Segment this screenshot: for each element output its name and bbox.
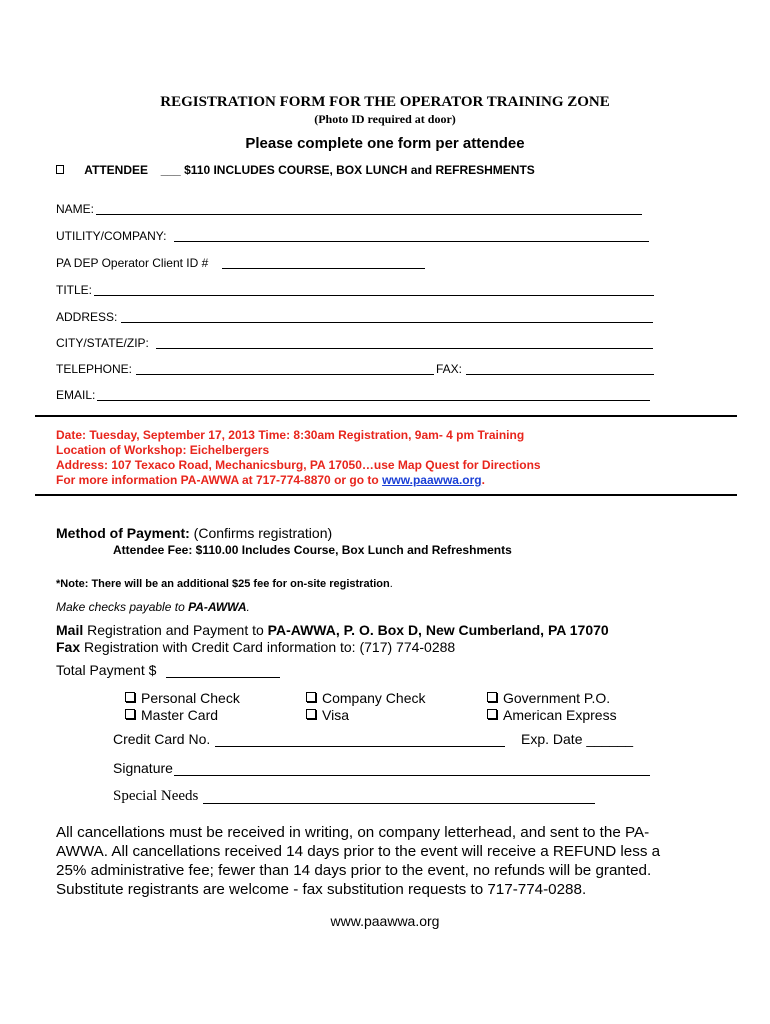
attendee-description: $110 INCLUDES COURSE, BOX LUNCH and REFRESHMENTS (184, 163, 535, 177)
form-title: REGISTRATION FORM FOR THE OPERATOR TRAINING ZONE (160, 94, 610, 110)
mail-address: PA-AWWA, P. O. Box D, New Cumberland, PA 17070 (267, 622, 609, 638)
website-link[interactable]: www.paawwa.org (382, 473, 482, 487)
attendee-label: ATTENDEE (84, 163, 149, 177)
client-id-field[interactable] (222, 268, 425, 269)
mail-word: Mail (56, 622, 84, 638)
signature-field[interactable] (174, 775, 650, 776)
payment-method-label: Method of Payment: (56, 525, 190, 541)
option-government-po[interactable] (487, 690, 610, 706)
attendee-row (56, 163, 535, 177)
government-po-checkbox[interactable] (487, 692, 497, 702)
option-personal-check[interactable] (125, 690, 240, 706)
email-field[interactable] (97, 400, 650, 401)
bottom-divider (35, 494, 737, 496)
name-label: NAME: (56, 202, 95, 216)
fax-label: FAX: (436, 362, 463, 376)
city-label: CITY/STATE/ZIP: (56, 336, 149, 350)
option-american-express[interactable] (487, 707, 617, 723)
company-field[interactable] (174, 241, 649, 242)
event-info-period: . (481, 473, 485, 487)
exp-date-field[interactable]: ______ (586, 731, 634, 747)
telephone-field[interactable] (136, 374, 434, 375)
event-address: Address: 107 Texaco Road, Mechanicsburg, PA 17050…use Map Quest for Directions (56, 458, 541, 472)
special-needs-label: Special Needs (113, 788, 199, 804)
top-divider (35, 415, 737, 417)
total-payment-label: Total Payment $ (56, 662, 157, 678)
option-visa[interactable] (306, 707, 349, 723)
address-field[interactable] (121, 322, 653, 323)
credit-card-label: Credit Card No. (113, 731, 211, 747)
checks-payee: PA-AWWA (188, 600, 247, 614)
personal-check-label: Personal Check (141, 690, 240, 706)
checks-prefix: Make checks payable to (56, 600, 189, 614)
event-info-text: For more information PA-AWWA at 717-774-8870 or go to (56, 473, 383, 487)
payment-method (56, 525, 332, 541)
name-field[interactable] (96, 214, 642, 215)
visa-label: Visa (322, 707, 349, 723)
fax-text: Registration with Credit Card information to: (717) 774-0288 (80, 639, 456, 655)
title-label: TITLE: (56, 283, 93, 297)
credit-card-field[interactable] (215, 746, 505, 747)
email-label: EMAIL: (56, 388, 96, 402)
master-card-label: Master Card (141, 707, 219, 723)
cancellation-policy: All cancellations must be received in writing, on company letterhead, and sent to the PA-AWWA. All cancellations received 14 days prior to the event will receive a REFUND less a 25% administrative fee; fewer than 14 days prior to the event, no refunds will be granted. Substitute registrants are welcome - fax substitution requests to 717-774-0288. (56, 824, 661, 898)
attendee-count-blank[interactable]: ___ (160, 163, 181, 177)
address-label: ADDRESS: (56, 310, 118, 324)
onsite-note-period: . (389, 578, 393, 590)
attendee-checkbox[interactable] (56, 165, 64, 174)
fax-line (56, 639, 455, 655)
city-field[interactable] (156, 348, 653, 349)
option-master-card[interactable] (125, 707, 218, 723)
exp-date (521, 731, 633, 747)
checks-payable (56, 600, 250, 614)
american-express-label: American Express (503, 707, 617, 723)
payment-method-note: (Confirms registration) (189, 525, 333, 541)
event-info (56, 473, 485, 487)
american-express-checkbox[interactable] (487, 709, 497, 719)
mail-line (56, 622, 609, 638)
telephone-label: TELEPHONE: (56, 362, 133, 376)
mail-text: Registration and Payment to (83, 622, 268, 638)
footer-website[interactable]: www.paawwa.org (330, 913, 440, 929)
total-payment-field[interactable] (166, 677, 280, 678)
form-subtitle: (Photo ID required at door) (314, 112, 456, 126)
signature-label: Signature (113, 760, 173, 776)
attendee-fee: Attendee Fee: $110.00 Includes Course, Box Lunch and Refreshments (113, 543, 512, 557)
government-po-label: Government P.O. (503, 690, 611, 706)
onsite-note-text: *Note: There will be an additional $25 fee for on-site registration (56, 578, 390, 590)
company-check-label: Company Check (322, 690, 426, 706)
special-needs-field[interactable] (203, 803, 595, 804)
client-id-label: PA DEP Operator Client ID # (56, 256, 209, 270)
title-field[interactable] (94, 295, 654, 296)
fax-word: Fax (56, 639, 81, 655)
company-label: UTILITY/COMPANY: (56, 229, 167, 243)
master-card-checkbox[interactable] (125, 709, 135, 719)
option-company-check[interactable] (306, 690, 426, 706)
form-instruction: Please complete one form per attendee (245, 135, 525, 152)
event-location: Location of Workshop: Eichelbergers (56, 443, 270, 457)
onsite-note (56, 578, 393, 590)
personal-check-checkbox[interactable] (125, 692, 135, 702)
checks-period: . (246, 600, 250, 614)
fax-field[interactable] (466, 374, 654, 375)
company-check-checkbox[interactable] (306, 692, 316, 702)
event-date: Date: Tuesday, September 17, 2013 Time: 8:30am Registration, 9am- 4 pm Training (56, 428, 525, 442)
exp-date-label: Exp. Date (521, 731, 583, 747)
visa-checkbox[interactable] (306, 709, 316, 719)
